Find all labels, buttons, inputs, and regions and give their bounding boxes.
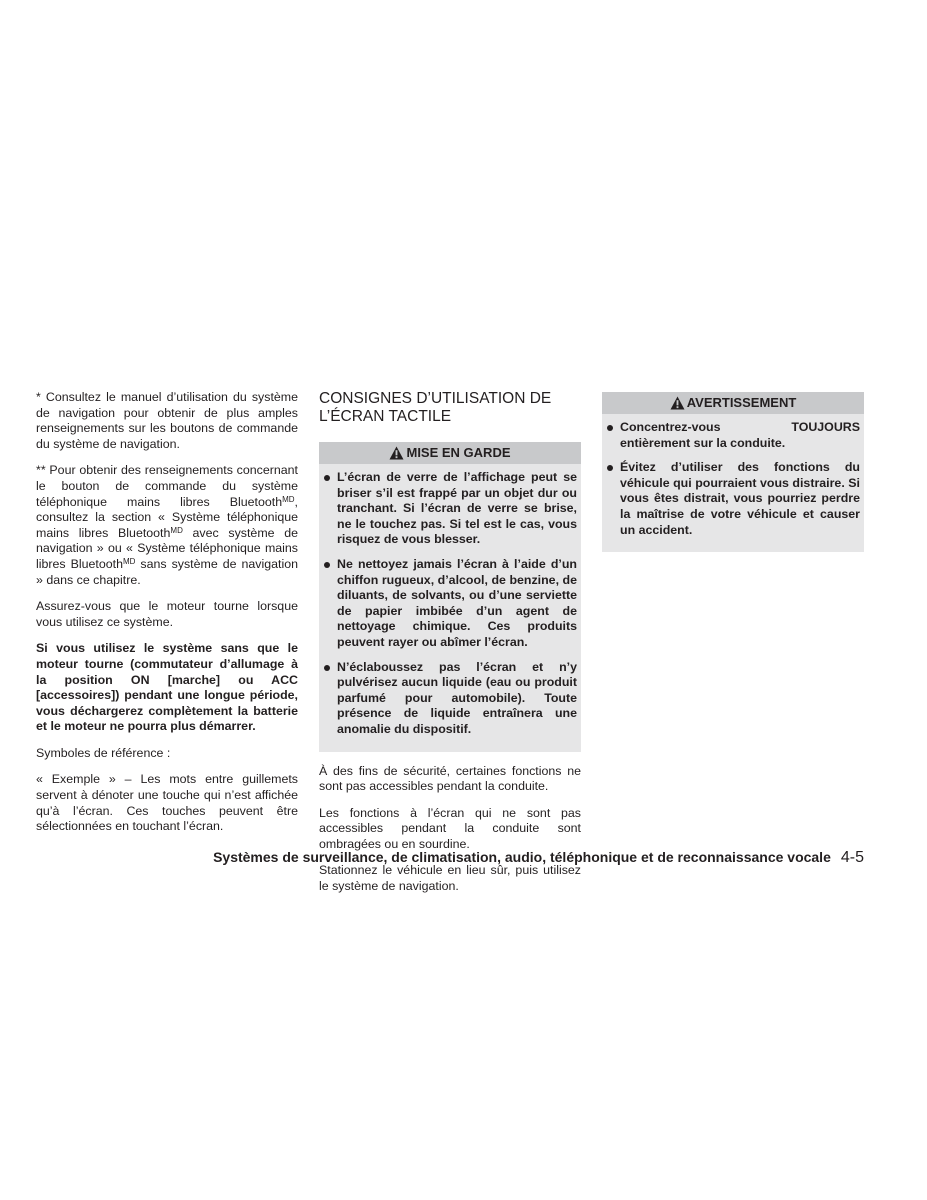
warning-item-text: Concentrez-vous TOUJOURS entièrement sur la conduite.	[620, 420, 860, 450]
bluetooth-note-part-4: sans système de navigation » dans ce chapitre.	[36, 556, 298, 587]
chapter-title: Systèmes de surveillance, de climatisation, audio, téléphonique et de reconnaissance vocale	[213, 849, 831, 865]
page-footer	[0, 848, 864, 867]
warning-item-text: Évitez d’utiliser des fonctions du véhicule qui pourraient vous distraire. Si vous êtes distrait, vous pourriez perdre la maîtrise de votre véhicule et causer un accident.	[620, 460, 860, 537]
engine-running-note: Assurez-vous que le moteur tourne lorsque vous utilisez ce système.	[36, 599, 298, 629]
caution-header	[319, 442, 581, 464]
warning-item	[602, 420, 860, 451]
section-heading-line-2: L’ÉCRAN TACTILE	[319, 408, 452, 425]
section-heading-line-1: CONSIGNES D’UTILISATION DE	[319, 390, 552, 407]
bullet-icon	[607, 465, 613, 471]
bluetooth-note	[36, 463, 298, 588]
bullet-icon	[324, 665, 330, 671]
caution-item	[319, 557, 577, 651]
safety-note: À des fins de sécurité, certaines fonctions ne sont pas accessibles pendant la conduite.	[319, 763, 581, 794]
example-explanation: « Exemple » – Les mots entre guillemets servent à dénoter une touche qui n’est affichée qu’à l’écran. Ces touches peuvent être sélectionnées en touchant l’écran.	[36, 772, 298, 834]
bluetooth-note-part-3: avec système de navigation » ou « Système téléphonique mains libres Bluetooth	[36, 525, 299, 571]
caution-item	[319, 470, 577, 548]
left-column	[36, 390, 298, 846]
caution-item-text: L’écran de verre de l’affichage peut se briser s’il est frappé par un objet dur ou tranchant. Si l’écran de verre se brise, ne le touchez pas. Si tel est le cas, vous risquez de vous blesser.	[337, 470, 577, 547]
section-heading	[319, 390, 581, 426]
page-number: 4-5	[840, 849, 864, 866]
caution-item	[319, 660, 577, 738]
middle-column	[319, 390, 581, 906]
bullet-icon	[607, 425, 613, 431]
battery-warning: Si vous utilisez le système sans que le moteur tourne (commutateur d’allumage à la position ON [marche] ou ACC [accessoires]) pendant une longue période, vous déchargerez complètement la batterie et le moteur ne pourra plus démarrer.	[36, 641, 298, 734]
trademark-sup-3: MD	[122, 556, 136, 566]
reference-symbols-label: Symboles de référence :	[36, 745, 171, 760]
bullet-icon	[324, 475, 330, 481]
caution-item-text: N’éclaboussez pas l’écran et n’y pulvérisez aucun liquide (eau ou produit parfumé pour automobile). Toute présence de liquide entraînera une anomalie du dispositif.	[337, 659, 577, 736]
park-vehicle-note: Stationnez le véhicule en lieu sûr, puis utilisez le système de navigation.	[319, 863, 581, 894]
nav-manual-note: * Consultez le manuel d’utilisation du système de navigation pour obtenir de plus amples renseignements sur les boutons de commande du système de navigation.	[36, 390, 298, 451]
warning-triangle-icon	[670, 396, 685, 410]
warning-item	[602, 460, 860, 538]
warning-list	[602, 414, 864, 549]
warning-title: AVERTISSEMENT	[686, 395, 797, 411]
caution-item-text: Ne nettoyez jamais l’écran à l’aide d’un chiffon rugueux, d’alcool, de benzine, de diluants, de solvants, ou d’une serviette de papier imbibée d’un agent de nettoyage chimique. Ces produits peuvent rayer ou abîmer l’écran.	[337, 556, 577, 649]
bullet-icon	[324, 562, 330, 568]
trademark-sup-1: MD	[282, 494, 295, 504]
trademark-sup-2: MD	[170, 525, 183, 535]
caution-box	[319, 442, 581, 752]
right-column	[602, 392, 864, 564]
warning-box	[602, 392, 864, 552]
caution-title: MISE EN GARDE	[406, 445, 511, 461]
warning-triangle-icon	[389, 446, 404, 460]
warning-header	[602, 392, 864, 414]
caution-list	[319, 464, 581, 749]
bluetooth-note-part-2: , consultez la section « Système téléphonique mains libres Bluetooth	[36, 494, 298, 540]
shaded-functions-note: Les fonctions à l’écran qui ne sont pas accessibles pendant la conduite sont ombragées ou en sourdine.	[319, 805, 581, 851]
bluetooth-note-part-1: ** Pour obtenir des renseignements concernant le bouton de commande du système téléphonique mains libres Bluetooth	[36, 463, 298, 509]
